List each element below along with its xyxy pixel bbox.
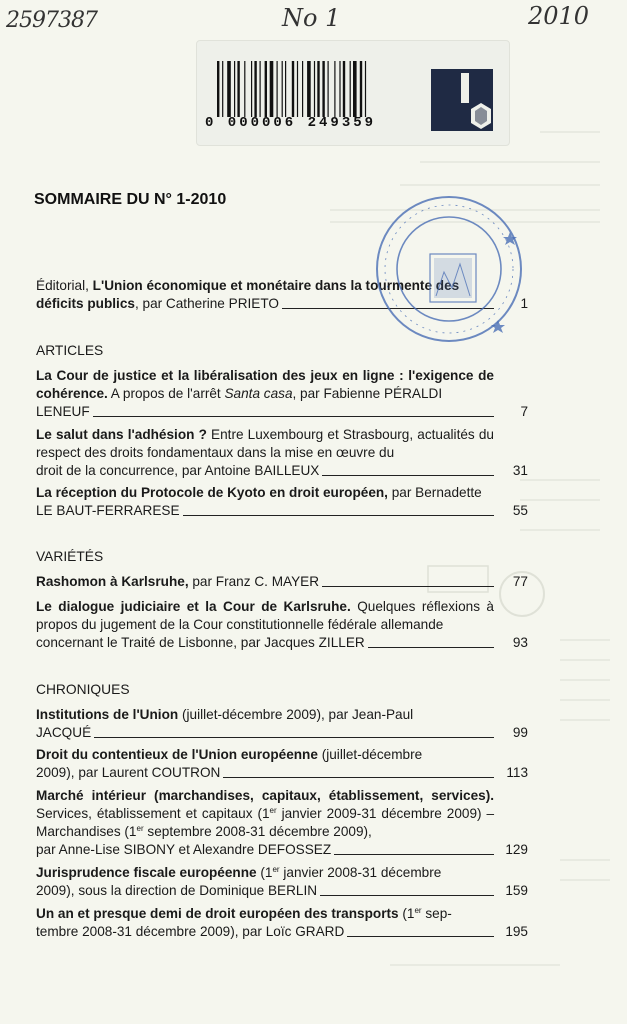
toc-entry-chronique-5 — [36, 905, 532, 941]
toc-entry-article-1 — [36, 367, 532, 421]
entry-title: La réception du Protocole de Kyoto en droit européen, — [36, 485, 388, 500]
dot-leader — [183, 514, 494, 516]
entry-description: janvier 2008-31 décembre — [279, 865, 442, 880]
barcode-bar — [254, 61, 256, 117]
barcode-bar — [334, 61, 335, 117]
entry-italic: Santa casa — [224, 386, 293, 401]
editorial-prefix: Éditorial, — [36, 278, 93, 293]
entry-last-line: concernant le Traité de Lisbonne, par Jacques ZILLER — [36, 635, 365, 650]
toc-entry-variete-1 — [36, 573, 532, 591]
page-number: 93 — [512, 635, 528, 650]
barcode-bar — [265, 61, 267, 117]
entry-title: La Cour de justice et la libéralisation des jeux en ligne : l'exigence de cohérence. — [36, 368, 494, 401]
section-heading-chroniques: CHRONIQUES — [36, 682, 130, 697]
page-number: 159 — [505, 883, 528, 898]
toc-entry-chronique-2 — [36, 746, 532, 782]
entry-description: sep- — [421, 906, 452, 921]
entry-last-line: droit de la concurrence, par Antoine BAILLEUX — [36, 463, 320, 478]
barcode-bar — [307, 61, 311, 117]
entry-title: Le salut dans l'adhésion ? — [36, 427, 207, 442]
editorial-title-line1: L'Union économique et monétaire dans la tourmente des — [92, 278, 460, 293]
entry-description: par Bernadette — [387, 485, 482, 500]
ordinal-superscript: er — [136, 824, 144, 833]
page-number: 31 — [512, 463, 528, 478]
barcode-bar — [285, 61, 286, 117]
entry-author: , par Fabienne PÉRALDI — [292, 386, 443, 401]
entry-last-line: JACQUÉ — [36, 725, 92, 740]
barcode-bar — [360, 61, 362, 117]
dot-leader — [320, 894, 494, 896]
entry-description: janvier 2009-31 décembre 2009) – Marchandises (1 — [36, 806, 495, 839]
barcode-number: 0 000006 249359 — [205, 115, 377, 131]
barcode-bar — [302, 61, 303, 117]
handwritten-issue-number: No 1 — [282, 4, 341, 32]
dot-leader — [322, 474, 494, 476]
ordinal-superscript: er — [414, 906, 422, 915]
page-number: 195 — [505, 924, 528, 939]
barcode-bar — [244, 61, 245, 117]
barcode-bar — [365, 61, 366, 117]
entry-title: Institutions de l'Union — [36, 707, 179, 722]
toc-entry-article-3 — [36, 484, 532, 520]
entry-title: Le dialogue judiciaire et la Cour de Karlsruhe. — [36, 599, 351, 614]
ordinal-superscript: er — [269, 806, 277, 815]
library-logo-icon — [431, 69, 493, 131]
toc-entry-variete-2 — [36, 598, 532, 652]
barcode-bar — [260, 61, 261, 117]
entry-last-line: 2009), par Laurent COUTRON — [36, 765, 221, 780]
toc-entry-chronique-4 — [36, 864, 532, 900]
handwritten-year: 2010 — [528, 2, 590, 30]
entry-description: (1 — [256, 865, 273, 880]
entry-description: Services, établissement et capitaux (1 — [36, 806, 270, 821]
entry-title: Un an et presque demi de droit européen des transports — [36, 906, 399, 921]
entry-last-line: tembre 2008-31 décembre 2009), par Loïc GRARD — [36, 924, 345, 939]
dot-leader — [368, 646, 494, 648]
barcode-bar — [251, 61, 252, 117]
page-number: 77 — [512, 574, 528, 589]
entry-author: par Franz C. MAYER — [188, 574, 320, 589]
section-heading-articles: ARTICLES — [36, 343, 104, 358]
summary-title: SOMMAIRE DU N° 1-2010 — [34, 191, 227, 208]
editorial-author: , par Catherine PRIETO — [134, 296, 280, 311]
library-stamp — [372, 192, 526, 346]
barcode-bar — [317, 61, 319, 117]
toc-entry-chronique-1 — [36, 706, 532, 742]
page-number: 7 — [520, 404, 528, 419]
entry-description: A propos de l'arrêt — [107, 386, 225, 401]
barcode-bars — [217, 61, 415, 117]
entry-last-line: LENEUF — [36, 404, 90, 419]
dot-leader — [334, 853, 494, 855]
entry-description: Entre Luxembourg et Strasbourg, actualités du respect des droits fondamentaux dans la mise en œuvre du — [36, 427, 494, 460]
page-number: 113 — [506, 765, 528, 780]
barcode-bar — [292, 61, 294, 117]
barcode-bar — [234, 61, 235, 117]
barcode-bar — [217, 61, 219, 117]
dot-leader — [93, 415, 494, 417]
barcode-bar — [270, 61, 274, 117]
entry-description: septembre 2008-31 décembre 2009), — [143, 824, 372, 839]
barcode-bar — [297, 61, 298, 117]
page-number: 129 — [505, 842, 528, 857]
entry-description: (juillet-décembre — [317, 747, 423, 762]
toc-entry-article-2 — [36, 426, 532, 480]
editorial-title-line2: déficits publics — [36, 296, 135, 311]
page-number: 55 — [512, 503, 528, 518]
section-heading-varietes: VARIÉTÉS — [36, 549, 104, 564]
toc-entry-chronique-3 — [36, 787, 532, 859]
entry-description: (juillet-décembre 2009), par Jean-Paul — [178, 707, 414, 722]
barcode-bar — [353, 61, 357, 117]
barcode-bar — [227, 61, 231, 117]
page-number: 1 — [520, 296, 528, 311]
entry-last-line: 2009), sous la direction de Dominique BERLIN — [36, 883, 318, 898]
barcode-bar — [339, 61, 340, 117]
dot-leader — [347, 935, 494, 937]
entry-description: Quelques réflexions à propos du jugement de la Cour constitutionnelle fédérale allemande — [36, 599, 494, 632]
barcode-bar — [314, 61, 315, 117]
barcode-bar — [237, 61, 239, 117]
dot-leader — [94, 736, 494, 738]
entry-last-line: LE BAUT-FERRARESE — [36, 503, 180, 518]
barcode-bar — [328, 61, 329, 117]
ordinal-superscript: er — [272, 865, 280, 874]
entry-title: Droit du contentieux de l'Union européenne — [36, 747, 318, 762]
barcode-bar — [350, 61, 351, 117]
entry-title: Rashomon à Karlsruhe, — [36, 574, 189, 589]
dot-leader — [322, 585, 494, 587]
dot-leader — [223, 776, 494, 778]
barcode-bar — [343, 61, 345, 117]
barcode-bar — [282, 61, 283, 117]
entry-title: Marché intérieur (marchandises, capitaux, établissement, services). — [36, 788, 494, 803]
barcode-bar — [277, 61, 278, 117]
entry-title: Jurisprudence fiscale européenne — [36, 865, 257, 880]
entry-description: (1 — [398, 906, 415, 921]
barcode-label — [196, 40, 510, 146]
handwritten-accession-number: 2597387 — [6, 8, 97, 33]
page-number: 99 — [512, 725, 528, 740]
barcode-bar — [222, 61, 223, 117]
entry-last-line: par Anne-Lise SIBONY et Alexandre DEFOSSEZ — [36, 842, 332, 857]
barcode-bar — [322, 61, 324, 117]
